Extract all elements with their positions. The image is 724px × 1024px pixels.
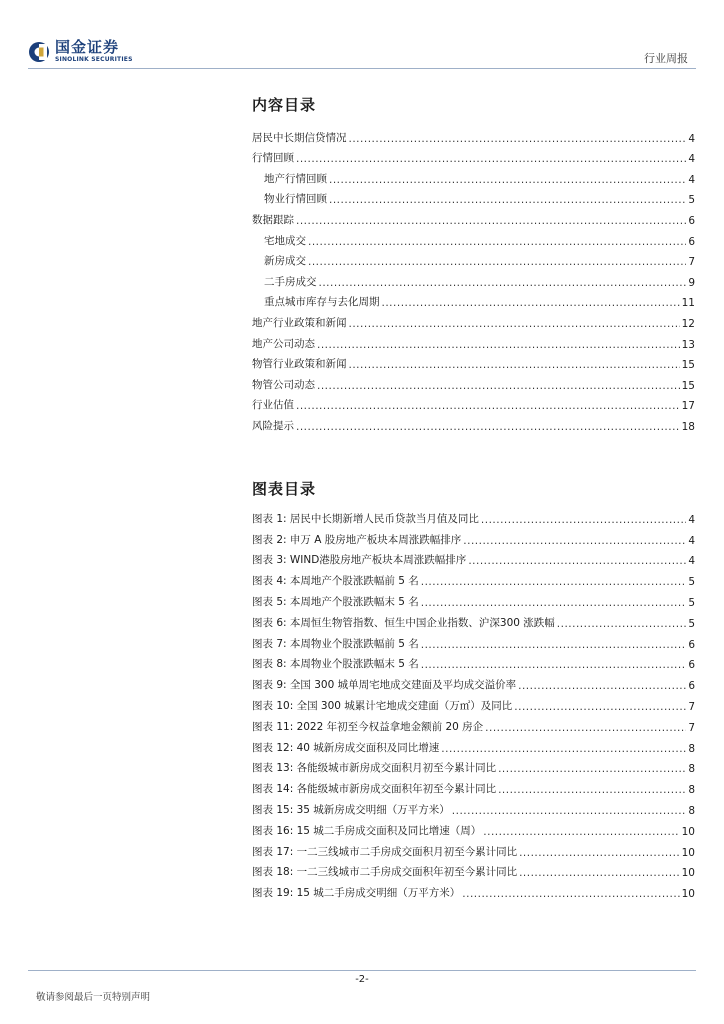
toc-entry-label: 图表 19: 15 城二手房成交明细（万平方米） (252, 887, 461, 900)
toc-entry-label: 宅地成交 (264, 234, 306, 247)
toc-entry[interactable] (252, 755, 695, 776)
toc-dot-leader (485, 722, 686, 734)
toc-dot-leader (319, 277, 687, 289)
toc-dot-leader (296, 421, 680, 433)
toc-entry-page: 5 (688, 617, 695, 630)
footer-divider (28, 970, 696, 971)
toc-dot-leader (349, 133, 687, 145)
toc-entry-label: 风险提示 (252, 419, 294, 432)
toc-entry[interactable] (252, 227, 695, 248)
toc-entry-label: 图表 11: 2022 年初至今权益拿地金额前 20 房企 (252, 720, 484, 733)
toc-entry[interactable] (252, 775, 695, 796)
toc-entry-page: 6 (688, 638, 695, 651)
toc-entry-label: 图表 18: 一二三线城市二手房成交面积年初至今累计同比 (252, 866, 518, 879)
toc-entry-page: 4 (688, 534, 695, 547)
toc-entry[interactable] (252, 505, 695, 526)
logo-english-name: SINOLINK SECURITIES (55, 56, 133, 63)
toc-dot-leader (308, 256, 686, 268)
toc-entry-page: 13 (681, 338, 695, 351)
sinolink-logo-icon (28, 41, 50, 63)
toc-entry-label: 图表 12: 40 城新房成交面积及同比增速 (252, 741, 440, 754)
toc-dot-leader (519, 847, 680, 859)
toc-entry-label: 图表 16: 15 城二手房成交面积及同比增速（周） (252, 824, 482, 837)
toc-entry-label: 图表 4: 本周地产个股涨跌幅前 5 名 (252, 575, 419, 588)
toc-dot-leader (349, 359, 680, 371)
toc-entry-page: 8 (688, 784, 695, 797)
toc-entry[interactable] (252, 713, 695, 734)
toc-entry[interactable] (252, 588, 695, 609)
toc-entry-page: 7 (688, 700, 695, 713)
toc-entry[interactable] (252, 692, 695, 713)
toc-dot-leader (317, 339, 680, 351)
figures-list (252, 505, 695, 900)
toc-entry-page: 10 (681, 867, 695, 880)
toc-dot-leader (296, 400, 680, 412)
toc-entry[interactable] (252, 609, 695, 630)
toc-entry[interactable] (252, 859, 695, 880)
toc-entry-label: 地产公司动态 (252, 337, 315, 350)
toc-entry-label: 图表 7: 本周物业个股涨跌幅前 5 名 (252, 637, 419, 650)
toc-entry-page: 4 (688, 555, 695, 568)
toc-entry-label: 新房成交 (264, 255, 306, 268)
toc-entry-label: 图表 1: 居民中长期新增人民币贷款当月值及同比 (252, 512, 479, 525)
toc-entry-page: 5 (688, 576, 695, 589)
report-type-label: 行业周报 (644, 52, 688, 65)
toc-entry-label: 居民中长期信贷情况 (252, 131, 347, 144)
toc-entry-page: 11 (681, 297, 695, 310)
toc-entry-page: 4 (688, 153, 695, 166)
toc-entry[interactable] (252, 547, 695, 568)
toc-dot-leader (481, 514, 686, 526)
toc-entry[interactable] (252, 371, 695, 392)
toc-entry-label: 地产行业政策和新闻 (252, 316, 347, 329)
toc-entry-page: 8 (688, 763, 695, 776)
toc-entry[interactable] (252, 734, 695, 755)
toc-dot-leader (329, 194, 686, 206)
toc-entry-page: 15 (681, 379, 695, 392)
toc-entry[interactable] (252, 165, 695, 186)
figures-title: 图表目录 (252, 480, 317, 498)
toc-dot-leader (296, 153, 686, 165)
toc-dot-leader (468, 555, 686, 567)
toc-dot-leader (557, 618, 687, 630)
toc-entry[interactable] (252, 289, 695, 310)
toc-entry[interactable] (252, 330, 695, 351)
toc-entry-label: 图表 10: 全国 300 城累计宅地成交建面（万㎡）及同比 (252, 699, 513, 712)
toc-entry[interactable] (252, 651, 695, 672)
toc-dot-leader (317, 380, 680, 392)
toc-entry-label: 数据跟踪 (252, 213, 294, 226)
toc-entry-page: 5 (688, 194, 695, 207)
toc-entry-page: 7 (688, 721, 695, 734)
toc-dot-leader (452, 805, 687, 817)
contents-list (252, 124, 695, 433)
toc-entry[interactable] (252, 567, 695, 588)
toc-entry-label: 地产行情回顾 (264, 172, 327, 185)
toc-dot-leader (462, 888, 679, 900)
toc-entry[interactable] (252, 351, 695, 372)
toc-entry-label: 重点城市库存与去化周期 (264, 296, 380, 309)
toc-entry-page: 10 (681, 846, 695, 859)
toc-entry-page: 4 (688, 173, 695, 186)
toc-entry-label: 图表 13: 各能级城市新房成交面积月初至今累计同比 (252, 762, 497, 775)
toc-entry[interactable] (252, 796, 695, 817)
toc-entry-page: 8 (688, 804, 695, 817)
toc-dot-leader (519, 867, 680, 879)
company-logo (28, 40, 133, 63)
page-header (0, 0, 724, 70)
toc-entry[interactable] (252, 145, 695, 166)
toc-dot-leader (498, 763, 686, 775)
toc-entry-label: 物业行情回顾 (264, 193, 327, 206)
toc-entry-label: 行业估值 (252, 399, 294, 412)
toc-entry[interactable] (252, 309, 695, 330)
disclaimer-note: 敬请参阅最后一页特别声明 (36, 992, 151, 1003)
toc-entry-page: 10 (681, 888, 695, 901)
toc-entry-page: 12 (681, 317, 695, 330)
toc-entry[interactable] (252, 879, 695, 900)
toc-dot-leader (308, 236, 686, 248)
toc-entry-page: 4 (688, 513, 695, 526)
toc-dot-leader (498, 784, 686, 796)
toc-entry-page: 4 (688, 132, 695, 145)
toc-entry[interactable] (252, 671, 695, 692)
toc-entry-page: 9 (688, 276, 695, 289)
toc-entry-label: 物管公司动态 (252, 378, 315, 391)
toc-dot-leader (421, 576, 687, 588)
logo-chinese-name: 国金证券 (55, 38, 120, 56)
toc-entry-label: 物管行业政策和新闻 (252, 358, 347, 371)
logo-text (55, 40, 133, 63)
toc-entry[interactable] (252, 124, 695, 145)
toc-entry-page: 18 (681, 420, 695, 433)
toc-entry-label: 图表 5: 本周地产个股涨跌幅末 5 名 (252, 595, 419, 608)
toc-entry-label: 图表 3: WIND港股房地产板块本周涨跌幅排序 (252, 554, 467, 567)
toc-entry-label: 图表 17: 一二三线城市二手房成交面积月初至今累计同比 (252, 845, 518, 858)
toc-entry[interactable] (252, 268, 695, 289)
toc-entry-page: 6 (688, 659, 695, 672)
toc-entry-page: 17 (681, 400, 695, 413)
toc-entry-label: 图表 6: 本周恒生物管指数、恒生中国企业指数、沪深300 涨跌幅 (252, 616, 555, 629)
toc-entry[interactable] (252, 630, 695, 651)
toc-entry[interactable] (252, 412, 695, 433)
toc-dot-leader (296, 215, 686, 227)
toc-dot-leader (421, 659, 687, 671)
toc-entry[interactable] (252, 838, 695, 859)
toc-entry-page: 5 (688, 596, 695, 609)
toc-dot-leader (349, 318, 680, 330)
toc-dot-leader (483, 826, 679, 838)
toc-entry-page: 7 (688, 256, 695, 269)
toc-dot-leader (421, 597, 687, 609)
toc-dot-leader (421, 639, 687, 651)
toc-entry-label: 图表 14: 各能级城市新房成交面积年初至今累计同比 (252, 783, 497, 796)
toc-entry[interactable] (252, 526, 695, 547)
toc-entry-page: 6 (688, 235, 695, 248)
header-divider (28, 68, 696, 69)
toc-entry[interactable] (252, 186, 695, 207)
toc-entry-page: 6 (688, 680, 695, 693)
toc-entry-page: 15 (681, 359, 695, 372)
contents-title: 内容目录 (252, 96, 317, 114)
toc-dot-leader (329, 174, 686, 186)
toc-entry-page: 8 (688, 742, 695, 755)
toc-entry[interactable] (252, 817, 695, 838)
toc-dot-leader (518, 680, 686, 692)
toc-entry-label: 二手房成交 (264, 275, 317, 288)
toc-entry-page: 10 (681, 825, 695, 838)
toc-entry-label: 图表 2: 申万 A 股房地产板块本周涨跌幅排序 (252, 533, 462, 546)
toc-entry[interactable] (252, 206, 695, 227)
toc-dot-leader (441, 743, 686, 755)
toc-entry-page: 6 (688, 214, 695, 227)
toc-entry-label: 行情回顾 (252, 152, 294, 165)
toc-dot-leader (463, 535, 686, 547)
toc-entry-label: 图表 8: 本周物业个股涨跌幅末 5 名 (252, 658, 419, 671)
toc-entry[interactable] (252, 248, 695, 269)
toc-entry-label: 图表 9: 全国 300 城单周宅地成交建面及平均成交溢价率 (252, 679, 517, 692)
toc-entry[interactable] (252, 392, 695, 413)
toc-dot-leader (514, 701, 686, 713)
page-number: -2- (355, 974, 369, 985)
toc-dot-leader (382, 297, 680, 309)
toc-entry-label: 图表 15: 35 城新房成交明细（万平方米） (252, 803, 450, 816)
